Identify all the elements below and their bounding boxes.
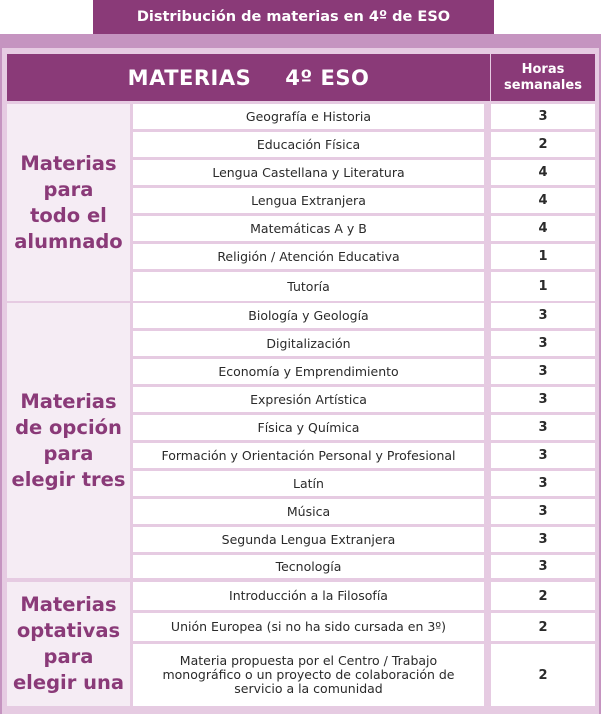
- subject-cell: Introducción a la Filosofía: [133, 582, 484, 610]
- hours-cell: 2: [491, 132, 595, 157]
- hours-cell: 3: [491, 331, 595, 356]
- subject-cell: Formación y Orientación Personal y Profesional: [133, 443, 484, 468]
- table-row: [0, 471, 601, 496]
- subject-cell: Lengua Extranjera: [133, 188, 484, 213]
- hours-cell: 4: [491, 216, 595, 241]
- table-row: [0, 613, 601, 641]
- hours-cell: 3: [491, 303, 595, 328]
- hours-cell: 1: [491, 272, 595, 301]
- group-label-line: optativas: [16, 619, 121, 642]
- group-label-line: Materias: [20, 593, 117, 616]
- table-row: [0, 216, 601, 241]
- table-row: [0, 644, 601, 706]
- table-row: [0, 582, 601, 610]
- header-hours-line1: Horas: [521, 61, 565, 77]
- group-label-line: para: [43, 645, 94, 668]
- hours-cell: 3: [491, 104, 595, 129]
- group-label-line: elegir una: [12, 671, 125, 694]
- header-hours-line2: semanales: [504, 77, 582, 93]
- group-label-line: elegir tres: [11, 467, 126, 491]
- table-row: [0, 104, 601, 129]
- hours-cell: 4: [491, 188, 595, 213]
- subject-cell: Lengua Castellana y Literatura: [133, 160, 484, 185]
- subject-cell: Latín: [133, 471, 484, 496]
- subject-cell: Geografía e Historia: [133, 104, 484, 129]
- hours-cell: 3: [491, 527, 595, 552]
- table-row: [0, 387, 601, 412]
- table-row: [0, 160, 601, 185]
- subject-cell: Expresión Artística: [133, 387, 484, 412]
- hours-cell: 2: [491, 613, 595, 641]
- table-row: [0, 359, 601, 384]
- subject-cell: Religión / Atención Educativa: [133, 244, 484, 269]
- hours-cell: 1: [491, 244, 595, 269]
- header-materias-label: MATERIAS: [127, 65, 252, 90]
- subject-cell: Educación Física: [133, 132, 484, 157]
- table-row: [0, 443, 601, 468]
- table-row: [0, 415, 601, 440]
- group-label-line: para: [43, 441, 94, 465]
- subject-cell: Economía y Emprendimiento: [133, 359, 484, 384]
- table-row: [0, 244, 601, 269]
- group-label-line: de opción: [15, 415, 122, 439]
- hours-cell: 2: [491, 582, 595, 610]
- hours-cell: 3: [491, 443, 595, 468]
- hours-cell: 2: [491, 644, 595, 706]
- hours-cell: 3: [491, 555, 595, 578]
- header-hours: [491, 54, 595, 101]
- subject-cell: Física y Química: [133, 415, 484, 440]
- table-row: [0, 499, 601, 524]
- table-row: [0, 272, 601, 301]
- table-row: [0, 303, 601, 328]
- table-row: [0, 188, 601, 213]
- hours-cell: 4: [491, 160, 595, 185]
- table-row: [0, 331, 601, 356]
- subject-cell: Unión Europea (si no ha sido cursada en 3º): [133, 613, 484, 641]
- subject-cell: Matemáticas A y B: [133, 216, 484, 241]
- subject-cell: Digitalización: [133, 331, 484, 356]
- table-row: [0, 132, 601, 157]
- subject-cell: Música: [133, 499, 484, 524]
- hours-cell: 3: [491, 499, 595, 524]
- subject-cell: Tutoría: [133, 272, 484, 301]
- header-materias: [7, 54, 490, 101]
- group-label-line: todo el: [30, 203, 107, 227]
- group-label-line: alumnado: [14, 229, 123, 253]
- subject-cell: Materia propuesta por el Centro / Trabajo monográfico o un proyecto de colaboración de servicio a la comunidad: [133, 644, 484, 706]
- group-label-line: Materias: [20, 151, 117, 175]
- table-row: [0, 555, 601, 578]
- subject-cell: Biología y Geología: [133, 303, 484, 328]
- group-label-line: para: [43, 177, 94, 201]
- subject-cell: Segunda Lengua Extranjera: [133, 527, 484, 552]
- hours-cell: 3: [491, 471, 595, 496]
- table-row: [0, 527, 601, 552]
- hours-cell: 3: [491, 359, 595, 384]
- hours-cell: 3: [491, 415, 595, 440]
- header-curso-label: 4º ESO: [285, 65, 370, 90]
- hours-cell: 3: [491, 387, 595, 412]
- subject-cell: Tecnología: [133, 555, 484, 578]
- group-label-line: Materias: [20, 389, 117, 413]
- page-title: Distribución de materias en 4º de ESO: [93, 0, 494, 34]
